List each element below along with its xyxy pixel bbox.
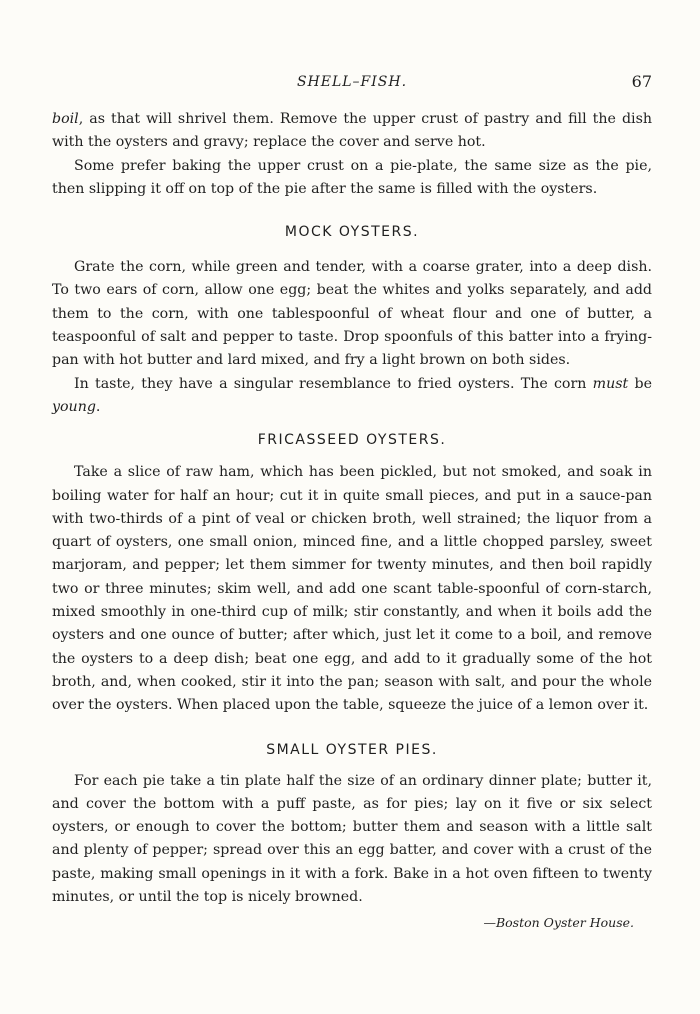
italic-lead-word: boil — [52, 111, 79, 127]
paragraph-text: In taste, they have a singular resemblance to fried oysters. The corn — [74, 375, 593, 392]
paragraph-text: , as that will shrivel them. Remove the upper crust of pastry and fill the dish with the oysters and gravy; replace the cover and serve hot. — [52, 111, 652, 151]
section-heading-mock-oysters: MOCK OYSTERS. — [284, 224, 420, 241]
section-heading-small-oyster-pies: SMALL OYSTER PIES. — [266, 741, 438, 758]
paragraph: Some prefer baking the upper crust on a pie-plate, the same size as the pie, then slipping it off on top of the pie after the same is filled with the oysters. — [52, 157, 652, 197]
paragraph — [52, 373, 652, 420]
paragraph: Take a slice of raw ham, which has been pickled, but not smoked, and soak in boiling water for half an hour; cut it in quite small pieces, and put in a sauce-pan with two-thirds of a pint of veal or chicken broth, well strained; the liquor from a quart of oysters, one small onion, minced fine, and a little chopped parsley, sweet marjoram, and pepper; let them simmer for twenty minutes, and then boil rapidly two or three minutes; skim well, and add one scant table-spoonful of corn-starch, mixed smoothly in one-third cup of milk; stir constantly, and when it boils add the oysters and one ounce of butter; after which, just let it come to a boil, and remove the oysters to a deep dish; beat one egg, and add to it gradually some of the hot broth, and, when cooked, stir it into the pan; season with salt, and pour the whole over the oysters. When placed upon the table, squeeze the juice of a lemon over it. — [52, 464, 652, 714]
italic-word: must — [592, 375, 629, 392]
page-body — [52, 108, 652, 933]
paragraph: Grate the corn, while green and tender, with a coarse grater, into a deep dish. To two ears of corn, allow one egg; beat the whites and yolks separately, and add them to the corn, with one tablespoonful of wheat flour and one of butter, a teaspoonful of salt and pepper to taste. Drop spoonfuls of this batter into a frying-pan with hot butter and lard mixed, and fry a light brown on both sides. — [52, 259, 652, 369]
paragraph-text: . — [95, 398, 101, 415]
paragraph-text: be — [628, 375, 652, 392]
italic-word: young — [52, 398, 96, 415]
carry-over-paragraph — [52, 108, 652, 155]
page-number: 67 — [631, 72, 652, 91]
running-head — [52, 74, 652, 98]
attribution: —Boston Oyster House. — [483, 915, 634, 931]
section-heading-fricasseed-oysters: FRICASSEED OYSTERS. — [257, 432, 447, 449]
paragraph: For each pie take a tin plate half the size of an ordinary dinner plate; butter it, and cover the bottom with a puff paste, as for pies; lay on it five or six select oysters, or enough to cover the bottom; butter them and season with a little salt and plenty of pepper; spread over this an egg batter, and cover with a crust of the paste, making small openings in it with a fork. Bake in a hot oven fifteen to twenty minutes, or until the top is nicely browned. — [52, 772, 652, 906]
running-title: SHELL–FISH. — [296, 74, 408, 90]
